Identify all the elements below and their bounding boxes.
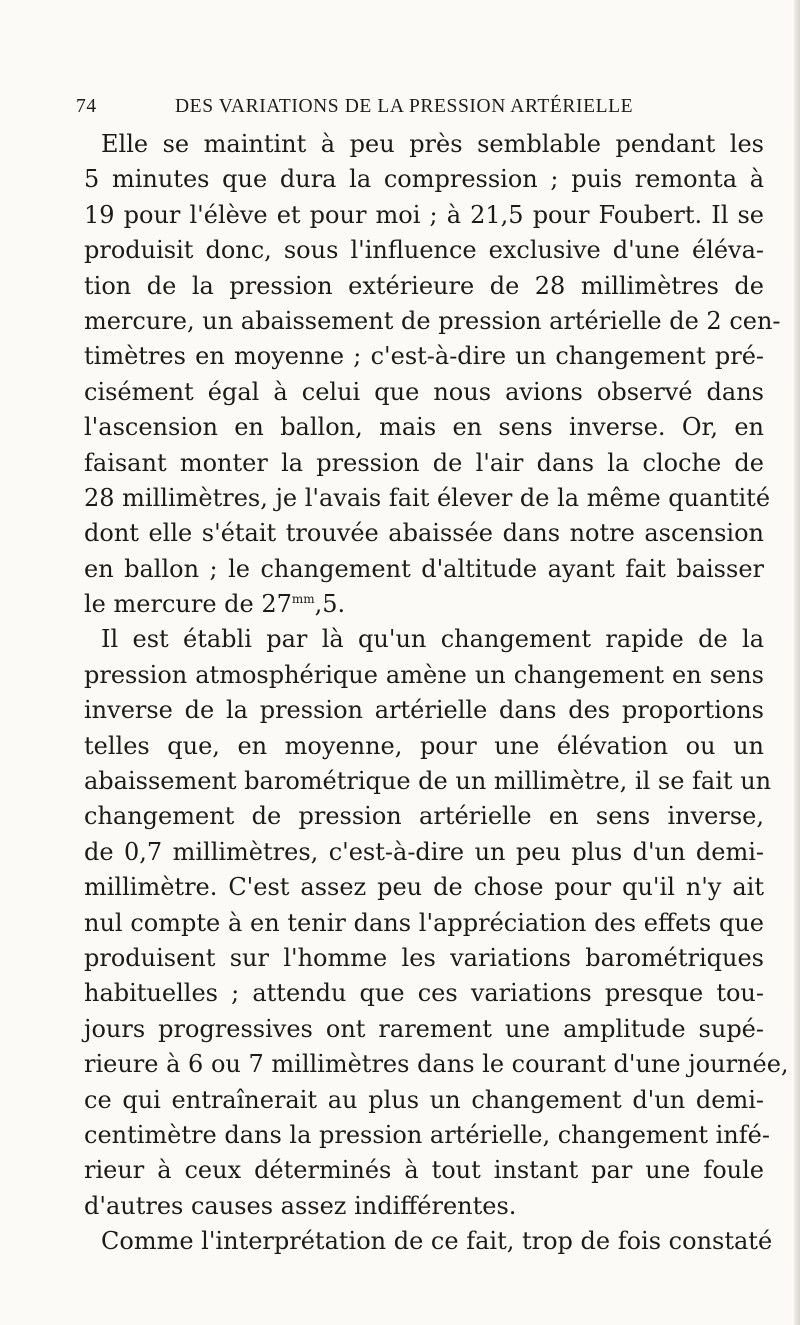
text-line: abaissement barométrique de un millimètre, il se fait un bbox=[84, 767, 772, 796]
text-line: 28 millimètres, je l'avais fait élever de la même quantité bbox=[84, 483, 771, 512]
text-line: Elle se maintint à peu près semblable pendant les bbox=[101, 130, 764, 158]
text-line: en ballon ; le changement d'altitude ayant fait baisser bbox=[84, 554, 764, 583]
text-line: jours progressives ont rarement une amplitude supé- bbox=[84, 1014, 764, 1043]
text-line: millimètre. C'est assez peu de chose pour qu'il n'y ait bbox=[84, 873, 764, 902]
text-line: produisit donc, sous l'influence exclusive d'une éléva- bbox=[84, 236, 764, 265]
running-title: DES VARIATIONS DE LA PRESSION ARTÉRIELLE bbox=[175, 96, 634, 117]
page-number: 74 bbox=[76, 96, 97, 117]
text-line: Il est établi par là qu'un changement rapide de la bbox=[101, 625, 764, 654]
text-line: centimètre dans la pression artérielle, changement infé- bbox=[84, 1120, 770, 1149]
text-line: l'ascension en ballon, mais en sens inverse. Or, en bbox=[84, 413, 764, 442]
text-line: 19 pour l'élève et pour moi ; à 21,5 pour Foubert. Il se bbox=[84, 200, 764, 229]
text-line: 5 minutes que dura la compression ; puis remonta à bbox=[84, 165, 764, 194]
text-line: habituelles ; attendu que ces variations presque tou- bbox=[84, 979, 764, 1008]
text-line: timètres en moyenne ; c'est-à-dire un changement pré- bbox=[84, 342, 764, 371]
text-line: d'autres causes assez indifférentes. bbox=[84, 1191, 517, 1220]
page-edge bbox=[794, 0, 800, 1325]
text-line-end: ,5. bbox=[314, 590, 346, 619]
text-line: rieure à 6 ou 7 millimètres dans le courant d'une journée, bbox=[84, 1050, 789, 1079]
text-line: Comme l'interprétation de ce fait, trop de fois constaté bbox=[101, 1227, 773, 1256]
body-text bbox=[84, 127, 789, 1260]
text-line: cisément égal à celui que nous avions observé dans bbox=[84, 377, 764, 406]
text-line: de 0,7 millimètres, c'est-à-dire un peu plus d'un demi- bbox=[84, 837, 764, 866]
text-line: dont elle s'était trouvée abaissée dans notre ascension bbox=[84, 519, 764, 548]
unit-superscript: mm bbox=[291, 592, 315, 607]
text-line: telles que, en moyenne, pour une élévation ou un bbox=[84, 731, 764, 760]
text-line: tion de la pression extérieure de 28 millimètres de bbox=[84, 271, 764, 300]
text-line: pression atmosphérique amène un changement en sens bbox=[84, 660, 764, 689]
text-line-start: le mercure de 27 bbox=[84, 590, 292, 619]
text-line: ce qui entraînerait au plus un changement d'un demi- bbox=[84, 1085, 764, 1114]
text-line: nul compte à en tenir dans l'appréciation des effets que bbox=[84, 908, 764, 937]
text-line: mercure, un abaissement de pression artérielle de 2 cen- bbox=[84, 306, 781, 335]
text-line: produisent sur l'homme les variations barométriques bbox=[84, 943, 764, 972]
text-line-with-superscript bbox=[84, 587, 764, 622]
text-line: faisant monter la pression de l'air dans la cloche de bbox=[84, 448, 764, 477]
text-line: inverse de la pression artérielle dans des proportions bbox=[84, 696, 764, 725]
text-line: rieur à ceux déterminés à tout instant par une foule bbox=[84, 1156, 764, 1185]
text-line: changement de pression artérielle en sens inverse, bbox=[84, 802, 764, 831]
running-header bbox=[76, 96, 716, 120]
